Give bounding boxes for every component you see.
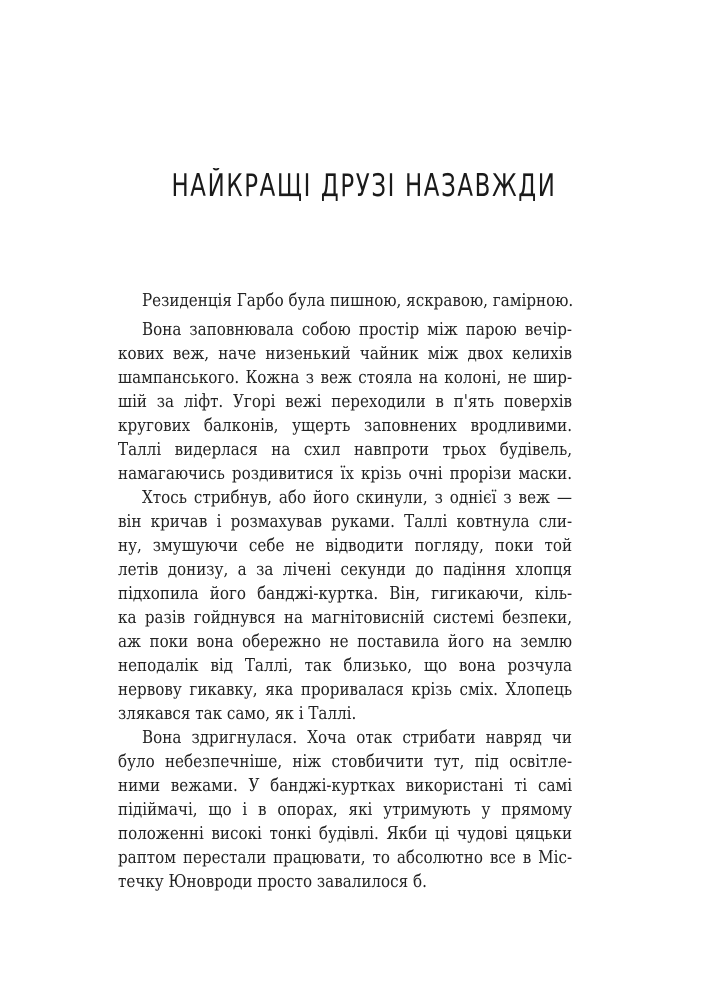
- text-line: раптом перестали працювати, то абсолютно все в Міс-: [118, 848, 573, 868]
- text-line: Вона здригнулася. Хоча отак стрибати навряд чи: [142, 728, 572, 748]
- text-line: шампанського. Кожна з веж стояла на колоні, не шир-: [118, 368, 573, 388]
- text-line: кругових балконів, ущерть заповнених вродливими.: [118, 416, 573, 436]
- text-line: кових веж, наче низенький чайник між двох келихів: [118, 344, 573, 364]
- text-line: намагаючись роздивитися їх крізь очні прорізи маски.: [118, 464, 573, 484]
- text-line: злякався так само, як і Таллі.: [118, 704, 357, 724]
- text-line: течку Юновроди просто завалилося б.: [118, 872, 427, 892]
- text-line: ну, змушуючи себе не відводити погляду, поки той: [118, 536, 573, 556]
- text-line: Резиденція Гарбо була пишною, яскравою, гамірною.: [142, 291, 574, 311]
- text-line: нервову гикавку, яка проривалася крізь сміх. Хлопець: [118, 680, 573, 700]
- text-line: Хтось стрибнув, або його скинули, з однієї з веж —: [142, 488, 572, 508]
- text-line: положенні високі тонкі будівлі. Якби ці чудові цяцьки: [118, 824, 573, 844]
- text-line: неподалік від Таллі, так близько, що вона розчула: [118, 656, 573, 676]
- text-line: ними вежами. У банджі-куртках використані ті самі: [118, 776, 573, 796]
- text-line: ка разів гойднувся на магнітовисній системі безпеки,: [118, 608, 573, 628]
- text-line: летів донизу, а за лічені секунди до падіння хлопця: [118, 560, 573, 580]
- text-line: аж поки вона обережно не поставила його на землю: [118, 632, 573, 652]
- text-line: було небезпечніше, ніж стовбичити тут, під освітле-: [118, 752, 573, 772]
- text-line: Таллі видерлася на схил навпроти трьох будівель,: [118, 440, 573, 460]
- text-line: підхопила його банджі-куртка. Він, гигикаючи, кіль-: [118, 584, 573, 604]
- chapter-title: НАЙКРАЩІ ДРУЗІ НАЗАВЖДИ: [171, 168, 557, 204]
- text-line: підіймачі, що і в опорах, які утримують у прямому: [118, 800, 573, 820]
- text-line: він кричав і розмахував руками. Таллі ковтнула сли-: [118, 512, 573, 532]
- text-line: Вона заповнювала собою простір між парою вечір-: [142, 320, 572, 340]
- text-line: шій за ліфт. Угорі вежі переходили в п'ять поверхів: [118, 392, 573, 412]
